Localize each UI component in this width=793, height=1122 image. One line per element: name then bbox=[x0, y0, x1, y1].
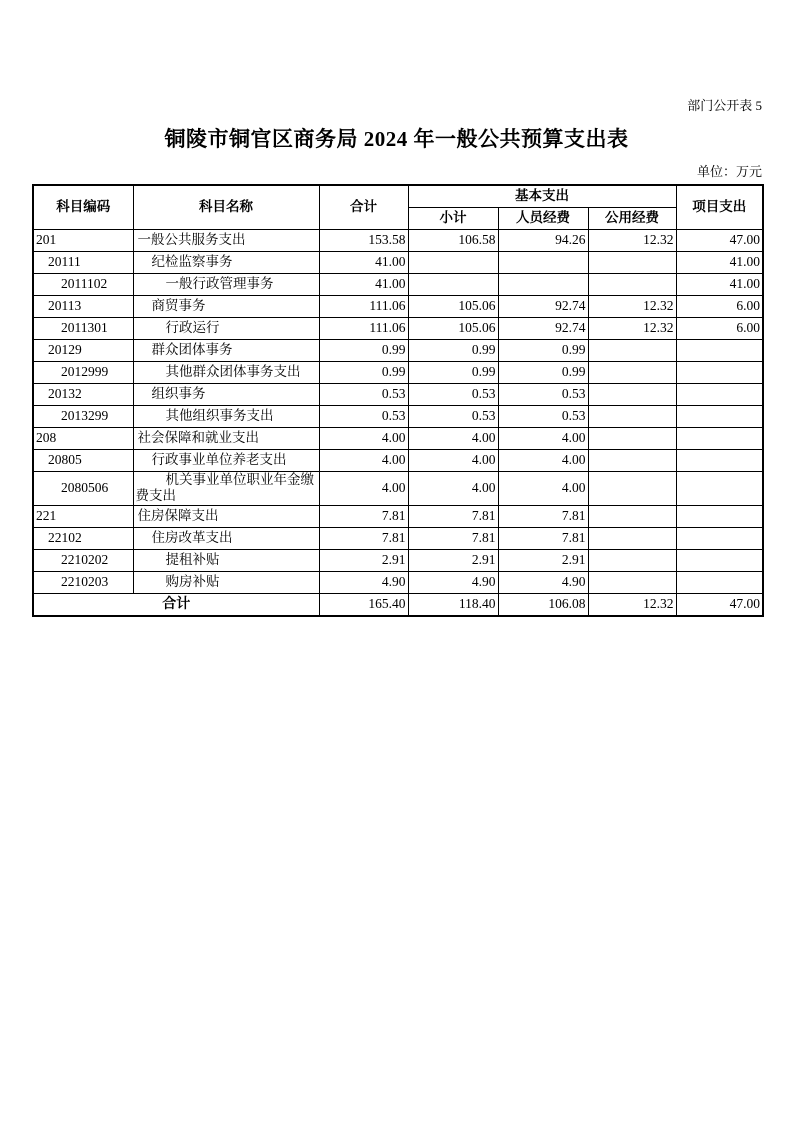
total-cell: 0.99 bbox=[319, 361, 408, 383]
subject-code-cell: 208 bbox=[33, 427, 133, 449]
total-cell: 0.53 bbox=[319, 405, 408, 427]
subtotal-cell bbox=[408, 273, 498, 295]
project-expenditure-cell: 47.00 bbox=[676, 594, 763, 616]
personnel-funds-cell: 2.91 bbox=[498, 550, 588, 572]
subject-code-cell: 20132 bbox=[33, 383, 133, 405]
project-expenditure-cell bbox=[676, 383, 763, 405]
subtotal-cell: 7.81 bbox=[408, 528, 498, 550]
budget-table bbox=[32, 184, 764, 617]
subject-code-cell: 20113 bbox=[33, 295, 133, 317]
subject-code-cell: 20111 bbox=[33, 251, 133, 273]
project-expenditure-cell bbox=[676, 528, 763, 550]
personnel-funds-cell: 0.53 bbox=[498, 405, 588, 427]
public-funds-cell bbox=[588, 383, 676, 405]
col-header-basic-expenditure: 基本支出 bbox=[408, 185, 676, 207]
public-funds-cell bbox=[588, 471, 676, 506]
table-row bbox=[33, 572, 763, 594]
public-funds-cell bbox=[588, 449, 676, 471]
table-row bbox=[33, 251, 763, 273]
col-header-subject-code: 科目编码 bbox=[33, 185, 133, 229]
project-expenditure-cell bbox=[676, 471, 763, 506]
page-title: 铜陵市铜官区商务局 2024 年一般公共预算支出表 bbox=[164, 127, 629, 151]
table-row bbox=[33, 295, 763, 317]
public-funds-cell bbox=[588, 361, 676, 383]
project-expenditure-cell: 6.00 bbox=[676, 317, 763, 339]
project-expenditure-cell bbox=[676, 506, 763, 528]
public-funds-cell bbox=[588, 339, 676, 361]
subtotal-cell: 0.99 bbox=[408, 339, 498, 361]
subject-name-cell: 群众团体事务 bbox=[133, 339, 319, 361]
total-cell: 111.06 bbox=[319, 295, 408, 317]
subject-name-cell: 住房保障支出 bbox=[133, 506, 319, 528]
total-cell: 4.00 bbox=[319, 427, 408, 449]
project-expenditure-cell bbox=[676, 449, 763, 471]
subtotal-cell: 105.06 bbox=[408, 295, 498, 317]
col-header-subtotal: 小计 bbox=[408, 207, 498, 229]
total-cell: 0.99 bbox=[319, 339, 408, 361]
table-row bbox=[33, 550, 763, 572]
public-funds-cell bbox=[588, 273, 676, 295]
public-funds-cell: 12.32 bbox=[588, 317, 676, 339]
total-cell: 4.00 bbox=[319, 449, 408, 471]
subject-code-cell: 22102 bbox=[33, 528, 133, 550]
public-funds-cell bbox=[588, 528, 676, 550]
total-cell: 165.40 bbox=[319, 594, 408, 616]
table-total-row bbox=[33, 594, 763, 616]
personnel-funds-cell: 92.74 bbox=[498, 317, 588, 339]
table-row bbox=[33, 273, 763, 295]
project-expenditure-cell bbox=[676, 339, 763, 361]
total-cell: 153.58 bbox=[319, 229, 408, 251]
col-header-project-expenditure: 项目支出 bbox=[676, 185, 763, 229]
table-body bbox=[33, 229, 763, 616]
subject-name-cell: 社会保障和就业支出 bbox=[133, 427, 319, 449]
subject-name-cell: 提租补贴 bbox=[133, 550, 319, 572]
col-header-public-funds: 公用经费 bbox=[588, 207, 676, 229]
subject-code-cell: 221 bbox=[33, 506, 133, 528]
public-funds-cell: 12.32 bbox=[588, 229, 676, 251]
personnel-funds-cell: 4.90 bbox=[498, 572, 588, 594]
subject-name-cell: 行政事业单位养老支出 bbox=[133, 449, 319, 471]
personnel-funds-cell: 92.74 bbox=[498, 295, 588, 317]
table-row bbox=[33, 427, 763, 449]
personnel-funds-cell: 4.00 bbox=[498, 427, 588, 449]
subtotal-cell: 4.00 bbox=[408, 427, 498, 449]
total-cell: 7.81 bbox=[319, 528, 408, 550]
project-expenditure-cell bbox=[676, 550, 763, 572]
subject-name-cell: 行政运行 bbox=[133, 317, 319, 339]
table-row bbox=[33, 528, 763, 550]
public-funds-cell: 12.32 bbox=[588, 295, 676, 317]
subject-code-cell: 20805 bbox=[33, 449, 133, 471]
subject-name-cell: 机关事业单位职业年金缴费支出 bbox=[133, 471, 319, 506]
subject-name-cell: 一般公共服务支出 bbox=[133, 229, 319, 251]
total-cell: 0.53 bbox=[319, 383, 408, 405]
table-row bbox=[33, 471, 763, 506]
subtotal-cell: 106.58 bbox=[408, 229, 498, 251]
subject-name-cell: 商贸事务 bbox=[133, 295, 319, 317]
personnel-funds-cell: 4.00 bbox=[498, 471, 588, 506]
subject-name-cell: 住房改革支出 bbox=[133, 528, 319, 550]
total-cell: 111.06 bbox=[319, 317, 408, 339]
table-row bbox=[33, 506, 763, 528]
subject-code-cell: 2011301 bbox=[33, 317, 133, 339]
project-expenditure-cell: 41.00 bbox=[676, 251, 763, 273]
subtotal-cell: 118.40 bbox=[408, 594, 498, 616]
project-expenditure-cell: 41.00 bbox=[676, 273, 763, 295]
project-expenditure-cell bbox=[676, 427, 763, 449]
unit-note: 单位：万元 bbox=[696, 164, 762, 179]
personnel-funds-cell: 7.81 bbox=[498, 528, 588, 550]
personnel-funds-cell bbox=[498, 273, 588, 295]
subject-name-cell: 其他群众团体事务支出 bbox=[133, 361, 319, 383]
public-funds-cell bbox=[588, 427, 676, 449]
public-funds-cell bbox=[588, 550, 676, 572]
public-funds-cell bbox=[588, 251, 676, 273]
col-header-subject-name: 科目名称 bbox=[133, 185, 319, 229]
subtotal-cell: 0.99 bbox=[408, 361, 498, 383]
project-expenditure-cell: 47.00 bbox=[676, 229, 763, 251]
subtotal-cell: 4.90 bbox=[408, 572, 498, 594]
personnel-funds-cell: 0.53 bbox=[498, 383, 588, 405]
table-row bbox=[33, 317, 763, 339]
personnel-funds-cell: 94.26 bbox=[498, 229, 588, 251]
project-expenditure-cell bbox=[676, 572, 763, 594]
public-funds-cell bbox=[588, 405, 676, 427]
table-row bbox=[33, 229, 763, 251]
subtotal-cell: 0.53 bbox=[408, 383, 498, 405]
subject-name-cell: 组织事务 bbox=[133, 383, 319, 405]
total-row-label: 合计 bbox=[33, 594, 319, 616]
subtotal-cell: 0.53 bbox=[408, 405, 498, 427]
corner-label: 部门公开表 5 bbox=[687, 98, 762, 113]
subject-code-cell: 2080506 bbox=[33, 471, 133, 506]
col-header-total: 合计 bbox=[319, 185, 408, 229]
total-cell: 4.00 bbox=[319, 471, 408, 506]
subject-name-cell: 其他组织事务支出 bbox=[133, 405, 319, 427]
subject-name-cell: 购房补贴 bbox=[133, 572, 319, 594]
personnel-funds-cell: 7.81 bbox=[498, 506, 588, 528]
subtotal-cell: 4.00 bbox=[408, 449, 498, 471]
subtotal-cell: 2.91 bbox=[408, 550, 498, 572]
public-funds-cell bbox=[588, 572, 676, 594]
subject-name-cell: 纪检监察事务 bbox=[133, 251, 319, 273]
subject-code-cell: 20129 bbox=[33, 339, 133, 361]
subtotal-cell: 105.06 bbox=[408, 317, 498, 339]
total-cell: 7.81 bbox=[319, 506, 408, 528]
table-row bbox=[33, 339, 763, 361]
project-expenditure-cell: 6.00 bbox=[676, 295, 763, 317]
col-header-personnel-funds: 人员经费 bbox=[498, 207, 588, 229]
public-funds-cell bbox=[588, 506, 676, 528]
total-cell: 41.00 bbox=[319, 251, 408, 273]
personnel-funds-cell: 4.00 bbox=[498, 449, 588, 471]
subject-code-cell: 2012999 bbox=[33, 361, 133, 383]
subtotal-cell: 7.81 bbox=[408, 506, 498, 528]
total-cell: 4.90 bbox=[319, 572, 408, 594]
subject-name-cell: 一般行政管理事务 bbox=[133, 273, 319, 295]
personnel-funds-cell: 0.99 bbox=[498, 339, 588, 361]
table-row bbox=[33, 383, 763, 405]
subject-code-cell: 2013299 bbox=[33, 405, 133, 427]
table-row bbox=[33, 405, 763, 427]
header-row-1 bbox=[33, 185, 763, 207]
public-funds-cell: 12.32 bbox=[588, 594, 676, 616]
total-cell: 2.91 bbox=[319, 550, 408, 572]
total-cell: 41.00 bbox=[319, 273, 408, 295]
personnel-funds-cell bbox=[498, 251, 588, 273]
subject-code-cell: 2210202 bbox=[33, 550, 133, 572]
table-row bbox=[33, 449, 763, 471]
subtotal-cell bbox=[408, 251, 498, 273]
subject-code-cell: 2011102 bbox=[33, 273, 133, 295]
project-expenditure-cell bbox=[676, 405, 763, 427]
subtotal-cell: 4.00 bbox=[408, 471, 498, 506]
subject-code-cell: 2210203 bbox=[33, 572, 133, 594]
subject-code-cell: 201 bbox=[33, 229, 133, 251]
personnel-funds-cell: 106.08 bbox=[498, 594, 588, 616]
project-expenditure-cell bbox=[676, 361, 763, 383]
table-row bbox=[33, 361, 763, 383]
personnel-funds-cell: 0.99 bbox=[498, 361, 588, 383]
table-header bbox=[33, 185, 763, 229]
